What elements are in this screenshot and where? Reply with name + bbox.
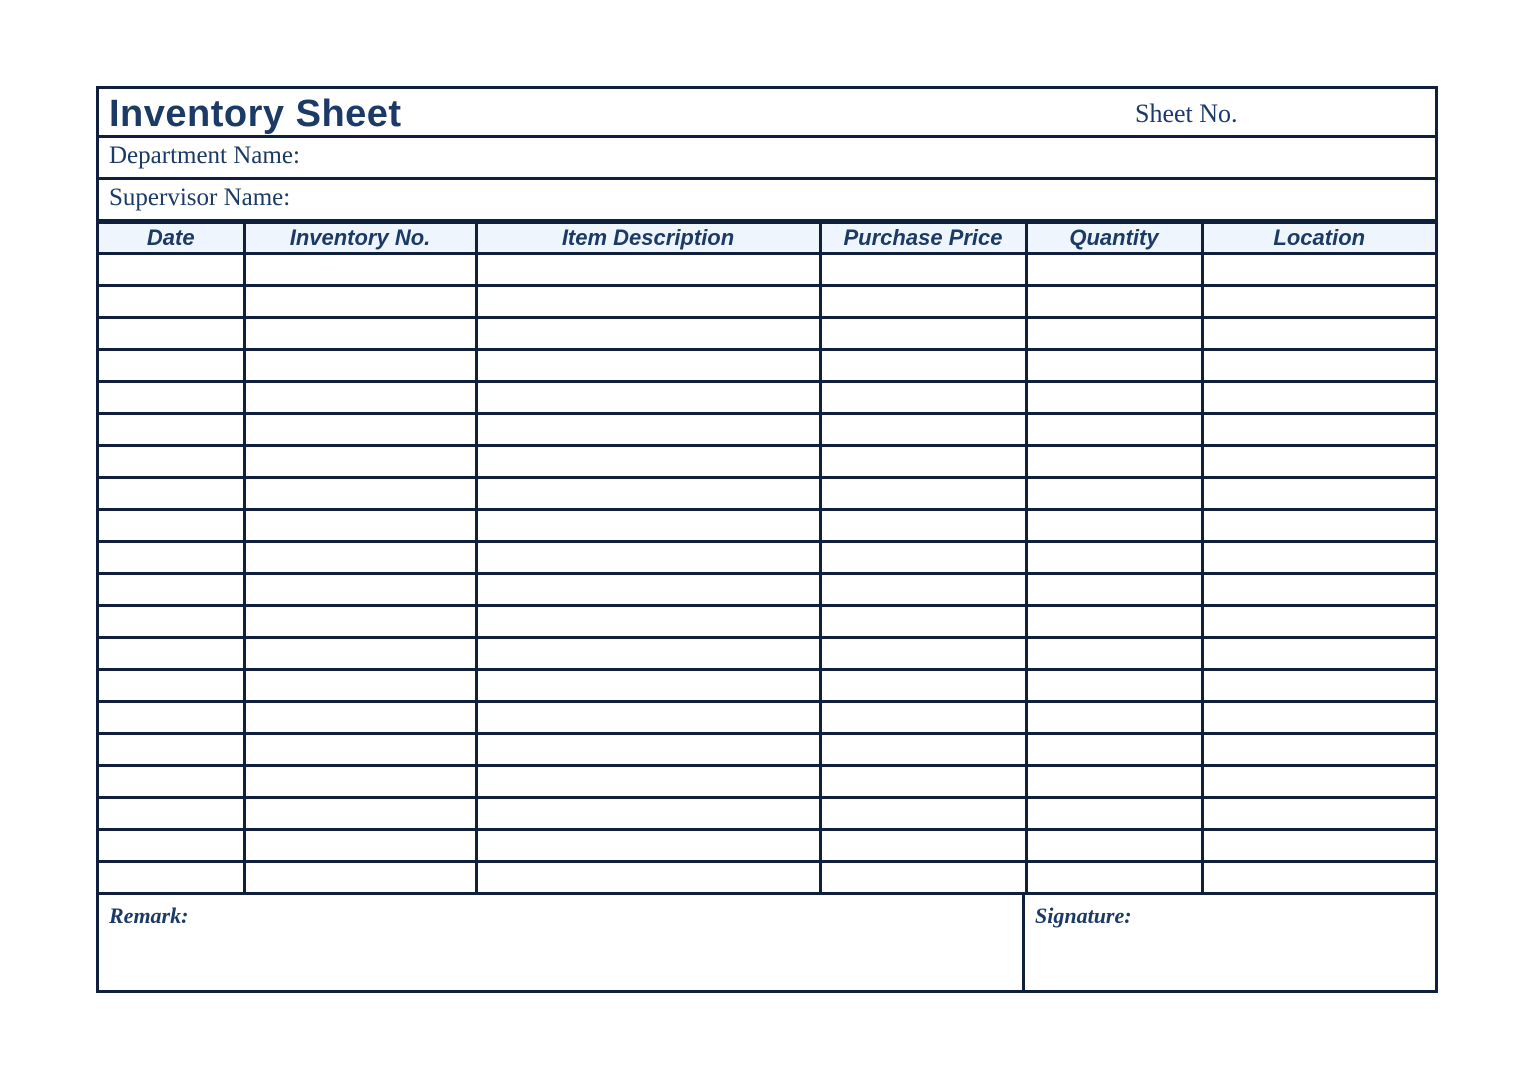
table-cell[interactable] bbox=[820, 286, 1026, 318]
table-cell[interactable] bbox=[99, 286, 244, 318]
table-cell[interactable] bbox=[820, 638, 1026, 670]
table-cell[interactable] bbox=[476, 382, 820, 414]
column-header-quantity: Quantity bbox=[1026, 223, 1202, 254]
table-cell[interactable] bbox=[476, 638, 820, 670]
table-cell[interactable] bbox=[99, 446, 244, 478]
table-row bbox=[99, 670, 1435, 702]
table-row bbox=[99, 446, 1435, 478]
table-cell[interactable] bbox=[1202, 510, 1435, 542]
table-cell[interactable] bbox=[1026, 638, 1202, 670]
table-cell[interactable] bbox=[244, 702, 476, 734]
table-cell[interactable] bbox=[244, 318, 476, 350]
table-cell[interactable] bbox=[244, 734, 476, 766]
table-cell[interactable] bbox=[244, 862, 476, 894]
footer bbox=[99, 895, 1435, 990]
table-cell[interactable] bbox=[244, 766, 476, 798]
table-cell[interactable] bbox=[820, 446, 1026, 478]
table-cell[interactable] bbox=[820, 734, 1026, 766]
table-cell[interactable] bbox=[1202, 798, 1435, 830]
table-cell[interactable] bbox=[244, 478, 476, 510]
signature-field[interactable] bbox=[1025, 895, 1435, 990]
column-header-date: Date bbox=[99, 223, 244, 254]
table-cell[interactable] bbox=[820, 702, 1026, 734]
table-cell[interactable] bbox=[244, 830, 476, 862]
table-cell[interactable] bbox=[1202, 766, 1435, 798]
table-cell[interactable] bbox=[99, 862, 244, 894]
table-cell[interactable] bbox=[99, 606, 244, 638]
department-name-label: Department Name: bbox=[109, 142, 300, 169]
table-cell[interactable] bbox=[1202, 542, 1435, 574]
table-cell[interactable] bbox=[1026, 766, 1202, 798]
table-cell[interactable] bbox=[1026, 830, 1202, 862]
table-cell[interactable] bbox=[820, 382, 1026, 414]
table-cell[interactable] bbox=[476, 734, 820, 766]
table-cell[interactable] bbox=[99, 542, 244, 574]
table-cell[interactable] bbox=[476, 286, 820, 318]
table-cell[interactable] bbox=[99, 638, 244, 670]
table-row bbox=[99, 382, 1435, 414]
table-cell[interactable] bbox=[244, 446, 476, 478]
table-cell[interactable] bbox=[820, 830, 1026, 862]
column-header-purchase-price: Purchase Price bbox=[820, 223, 1026, 254]
table-cell[interactable] bbox=[1202, 606, 1435, 638]
remark-label: Remark: bbox=[109, 903, 189, 928]
table-cell[interactable] bbox=[820, 670, 1026, 702]
table-cell[interactable] bbox=[1026, 670, 1202, 702]
inventory-sheet bbox=[96, 86, 1438, 993]
table-row bbox=[99, 862, 1435, 894]
table-cell[interactable] bbox=[476, 574, 820, 606]
table-cell[interactable] bbox=[1202, 830, 1435, 862]
table-cell[interactable] bbox=[1202, 254, 1435, 286]
table-cell[interactable] bbox=[476, 830, 820, 862]
table-cell[interactable] bbox=[476, 702, 820, 734]
table-cell[interactable] bbox=[99, 478, 244, 510]
table-cell[interactable] bbox=[1026, 382, 1202, 414]
table-cell[interactable] bbox=[1026, 254, 1202, 286]
table-cell[interactable] bbox=[1202, 670, 1435, 702]
table-cell[interactable] bbox=[99, 510, 244, 542]
table-cell[interactable] bbox=[99, 254, 244, 286]
table-cell[interactable] bbox=[1026, 542, 1202, 574]
table-cell[interactable] bbox=[1026, 318, 1202, 350]
table-cell[interactable] bbox=[820, 254, 1026, 286]
column-header-inventory-no: Inventory No. bbox=[244, 223, 476, 254]
table-cell[interactable] bbox=[244, 798, 476, 830]
table-row bbox=[99, 702, 1435, 734]
supervisor-name-label: Supervisor Name: bbox=[109, 184, 291, 211]
table-cell[interactable] bbox=[1026, 798, 1202, 830]
table-row bbox=[99, 350, 1435, 382]
table-cell[interactable] bbox=[1026, 478, 1202, 510]
table-cell[interactable] bbox=[1202, 446, 1435, 478]
table-cell[interactable] bbox=[244, 382, 476, 414]
table-cell[interactable] bbox=[476, 510, 820, 542]
table-row bbox=[99, 638, 1435, 670]
remark-field[interactable] bbox=[99, 895, 1025, 990]
table-cell[interactable] bbox=[476, 478, 820, 510]
table-cell[interactable] bbox=[1026, 734, 1202, 766]
table-row bbox=[99, 414, 1435, 446]
table-cell[interactable] bbox=[1026, 286, 1202, 318]
table-cell[interactable] bbox=[476, 542, 820, 574]
table-cell[interactable] bbox=[244, 510, 476, 542]
table-cell[interactable] bbox=[820, 862, 1026, 894]
table-cell[interactable] bbox=[820, 542, 1026, 574]
table-cell[interactable] bbox=[476, 862, 820, 894]
table-cell[interactable] bbox=[244, 286, 476, 318]
table-row bbox=[99, 318, 1435, 350]
table-cell[interactable] bbox=[1026, 862, 1202, 894]
table-cell[interactable] bbox=[244, 254, 476, 286]
table-cell[interactable] bbox=[99, 574, 244, 606]
column-header-item-description: Item Description bbox=[476, 223, 820, 254]
table-cell[interactable] bbox=[99, 734, 244, 766]
table-cell[interactable] bbox=[244, 606, 476, 638]
column-header-location: Location bbox=[1202, 223, 1435, 254]
department-name-field[interactable] bbox=[99, 138, 1435, 180]
table-cell[interactable] bbox=[1202, 638, 1435, 670]
supervisor-name-field[interactable] bbox=[99, 180, 1435, 222]
table-row bbox=[99, 254, 1435, 286]
table-cell[interactable] bbox=[99, 414, 244, 446]
table-cell[interactable] bbox=[1202, 478, 1435, 510]
table-header-row bbox=[99, 223, 1435, 254]
inventory-table bbox=[99, 221, 1435, 895]
table-cell[interactable] bbox=[820, 574, 1026, 606]
table-cell[interactable] bbox=[476, 318, 820, 350]
table-cell[interactable] bbox=[476, 446, 820, 478]
table-row bbox=[99, 734, 1435, 766]
table-cell[interactable] bbox=[99, 766, 244, 798]
title-row bbox=[99, 89, 1435, 138]
table-row bbox=[99, 510, 1435, 542]
signature-label: Signature: bbox=[1035, 903, 1132, 928]
table-cell[interactable] bbox=[99, 670, 244, 702]
table-row bbox=[99, 574, 1435, 606]
table-cell[interactable] bbox=[1202, 734, 1435, 766]
table-cell[interactable] bbox=[1202, 286, 1435, 318]
table-cell[interactable] bbox=[244, 574, 476, 606]
table-cell[interactable] bbox=[1202, 862, 1435, 894]
table-cell[interactable] bbox=[1026, 414, 1202, 446]
table-cell[interactable] bbox=[99, 382, 244, 414]
table-row bbox=[99, 478, 1435, 510]
table-cell[interactable] bbox=[1026, 606, 1202, 638]
table-cell[interactable] bbox=[1202, 574, 1435, 606]
sheet-number-field[interactable]: Sheet No. bbox=[1135, 99, 1238, 128]
table-cell[interactable] bbox=[99, 798, 244, 830]
table-cell[interactable] bbox=[1202, 414, 1435, 446]
table-cell[interactable] bbox=[476, 766, 820, 798]
table-cell[interactable] bbox=[820, 510, 1026, 542]
table-cell[interactable] bbox=[99, 350, 244, 382]
table-cell[interactable] bbox=[476, 350, 820, 382]
table-cell[interactable] bbox=[476, 414, 820, 446]
table-row bbox=[99, 766, 1435, 798]
page-title: Inventory Sheet bbox=[109, 93, 402, 135]
table-cell[interactable] bbox=[1202, 318, 1435, 350]
table-cell[interactable] bbox=[1202, 350, 1435, 382]
table-row bbox=[99, 606, 1435, 638]
table-cell[interactable] bbox=[244, 350, 476, 382]
table-cell[interactable] bbox=[820, 350, 1026, 382]
table-cell[interactable] bbox=[820, 798, 1026, 830]
table-cell[interactable] bbox=[244, 670, 476, 702]
table-cell[interactable] bbox=[476, 798, 820, 830]
table-cell[interactable] bbox=[820, 414, 1026, 446]
table-row bbox=[99, 798, 1435, 830]
table-cell[interactable] bbox=[99, 702, 244, 734]
table-cell[interactable] bbox=[820, 766, 1026, 798]
table-row bbox=[99, 830, 1435, 862]
table-cell[interactable] bbox=[99, 830, 244, 862]
table-cell[interactable] bbox=[1026, 702, 1202, 734]
table-cell[interactable] bbox=[476, 254, 820, 286]
table-cell[interactable] bbox=[244, 542, 476, 574]
table-cell[interactable] bbox=[1026, 510, 1202, 542]
table-cell[interactable] bbox=[244, 414, 476, 446]
table-row bbox=[99, 286, 1435, 318]
table-row bbox=[99, 542, 1435, 574]
table-cell[interactable] bbox=[820, 318, 1026, 350]
table-cell[interactable] bbox=[1026, 350, 1202, 382]
table-cell[interactable] bbox=[99, 318, 244, 350]
table-cell[interactable] bbox=[476, 670, 820, 702]
table-cell[interactable] bbox=[244, 638, 476, 670]
table-cell[interactable] bbox=[1026, 574, 1202, 606]
table-cell[interactable] bbox=[1202, 702, 1435, 734]
table-cell[interactable] bbox=[1026, 446, 1202, 478]
table-cell[interactable] bbox=[476, 606, 820, 638]
table-cell[interactable] bbox=[1202, 382, 1435, 414]
table-cell[interactable] bbox=[820, 478, 1026, 510]
table-cell[interactable] bbox=[820, 606, 1026, 638]
